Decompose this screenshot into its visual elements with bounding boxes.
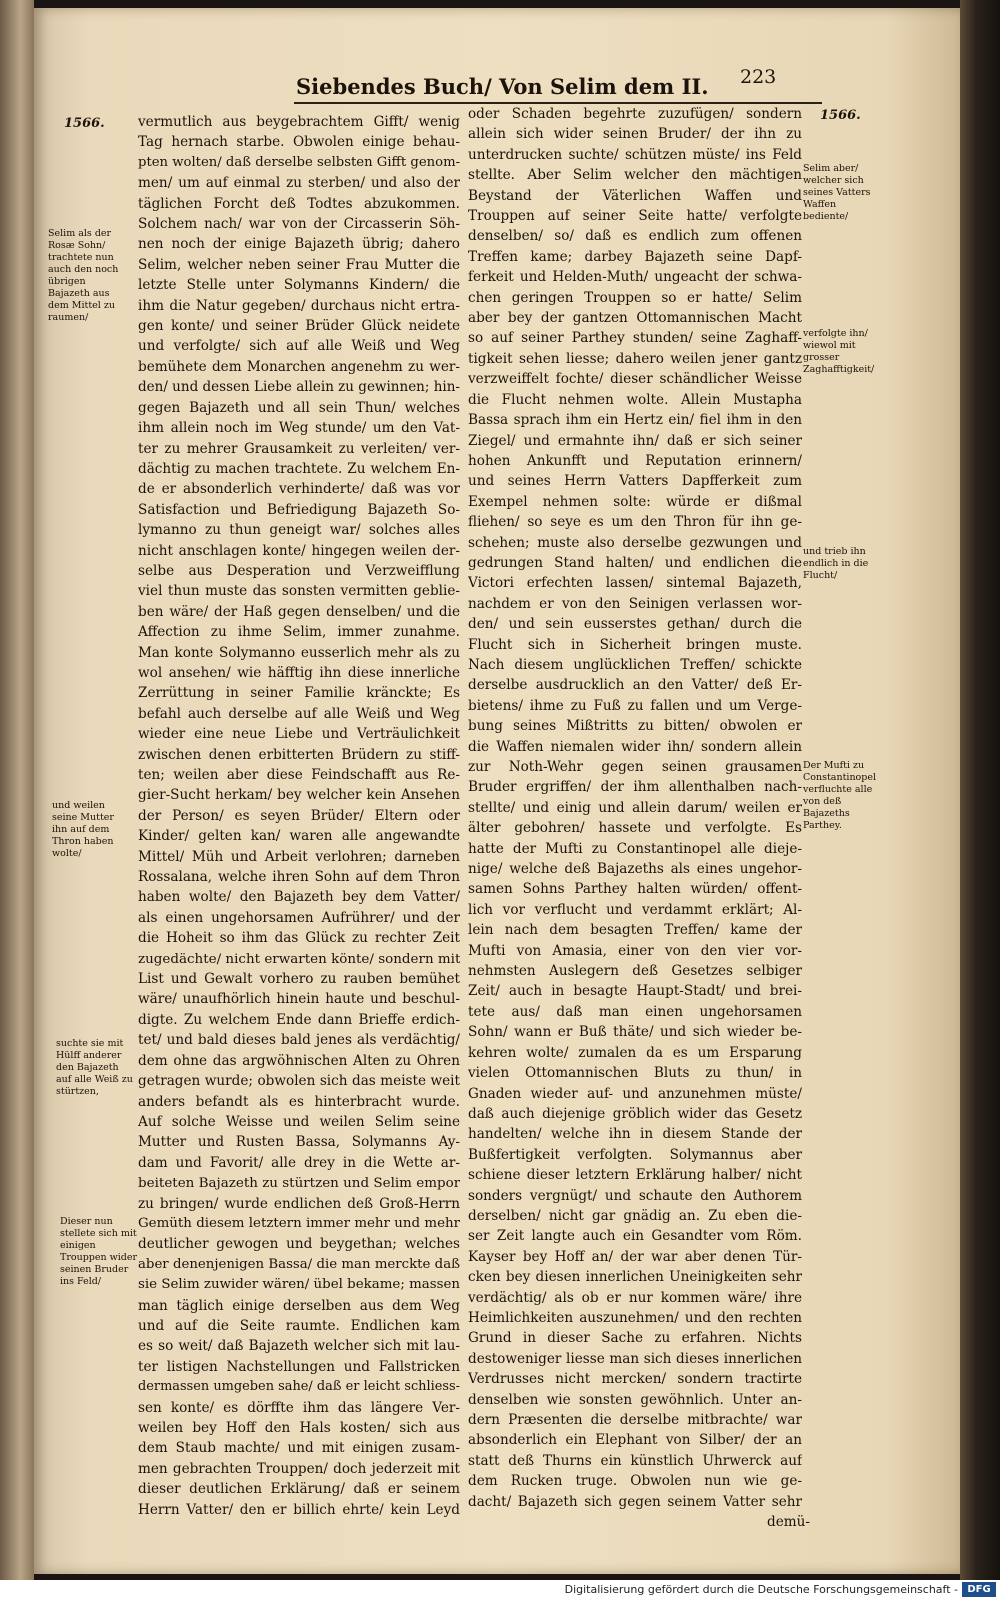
text-line: dieser deutlichen Erklärung/ daß er seinem — [138, 1481, 460, 1498]
text-line: vielen Ottomannischen Bluts zu thun/ in — [468, 1065, 802, 1082]
text-line: nen noch der einige Bajazeth übrig; dahero — [138, 236, 460, 253]
text-line: der Person/ es seyen Brüder/ Eltern oder — [138, 807, 460, 824]
text-line: ben wäre/ der Haß gegen denselben/ und die — [138, 603, 460, 620]
text-line: als einen ungehorsamen Aufrührer/ und der — [138, 909, 460, 926]
footer-bar — [0, 1580, 1000, 1601]
text-line: Solchem nach/ war von der Circasserin Söh- — [138, 216, 460, 233]
text-line: ihm die Natur gegeben/ durchaus nicht ertra- — [138, 297, 460, 314]
margin-note-right: verfolgte ihn/ wiewol mit grosser Zaghafftigkeit/ — [803, 328, 875, 375]
text-line: Auf solche Weisse und weilen Selim seine — [138, 1113, 460, 1130]
text-line: Selim, welcher neben seiner Frau Mutter die — [138, 256, 460, 273]
text-line: Zerrüttung in seiner Familie kränckte; Es — [138, 685, 460, 702]
margin-year-right: 1566. — [820, 108, 861, 123]
text-line: Gnaden wieder auf- und anzunehmen müste/ — [468, 1085, 802, 1102]
right-text-column — [468, 104, 802, 1512]
text-line: schehen; muste also derselbe gezwungen und — [468, 534, 802, 551]
text-line: wäre/ unaufhörlich hinein haute und beschul- — [138, 991, 460, 1008]
text-line: handelten/ welche ihn in diesem Stande der — [468, 1126, 802, 1143]
text-line: und verfolgte/ sich auf alle Weiß und Weg — [138, 338, 460, 355]
text-line: und auf die Seite raumte. Endlichen kam — [138, 1317, 460, 1334]
text-line: Sohn/ wann er Buß thäte/ und sich wieder be- — [468, 1024, 802, 1041]
text-line: Ziegel/ und ermahnte ihn/ daß er sich seiner — [468, 432, 802, 449]
text-line: verdächtig/ als ob er nur kommen wäre/ ihre — [468, 1289, 802, 1306]
text-line: gedrungen Stand halten/ und endlichen die — [468, 554, 802, 571]
text-line: Trouppen auf seiner Seite hatte/ verfolgte — [468, 208, 802, 225]
text-line: man täglich einige derselben aus dem Weg — [138, 1297, 460, 1314]
text-line: es so weit/ daß Bajazeth welcher sich mit lau- — [138, 1338, 460, 1355]
text-line: dacht/ Bajazeth sich gegen seinem Vatter sehr — [468, 1493, 802, 1510]
text-line: Heimlichkeiten auszunehmen/ und den rechten — [468, 1309, 802, 1326]
text-line: den/ und sein eusserstes gethan/ durch die — [468, 616, 802, 633]
text-line: und seines Herrn Vatters Dapfferkeit zum — [468, 473, 802, 490]
text-line: dermassen umgeben sahe/ daß er leicht schliess- — [138, 1379, 460, 1395]
text-line: denselben/ so/ daß es endlich zum offenen — [468, 228, 802, 245]
text-line: anders befandt als es hinterbracht wurde. — [138, 1093, 460, 1110]
text-line: Flucht sich in Sicherheit bringen muste. — [468, 636, 802, 653]
text-line: Victori erfechten lassen/ sintemal Bajazeth, — [468, 575, 802, 592]
text-line: statt deß Thurns ein künstlich Uhrwerck auf — [468, 1452, 802, 1469]
text-line: Herrn Vatter/ den er billich ehrte/ kein Leyd — [138, 1501, 460, 1518]
text-line: men gebrachten Trouppen/ doch jederzeit mit — [138, 1460, 460, 1477]
text-line: getragen wurde; obwolen sich das meiste weit — [138, 1073, 460, 1090]
book-fore-edge — [960, 0, 1000, 1580]
margin-note-left: Dieser nun stellete sich mit einigen Trouppen wider seinen Bruder ins Feld/ — [60, 1216, 138, 1287]
text-line: letzte Stelle unter Solymanns Kindern/ die — [138, 277, 460, 294]
text-line: bung seines Mißtritts zu bitten/ obwolen er — [468, 718, 802, 735]
text-line: ihm allein noch im Weg stunde/ um den Vat- — [138, 420, 460, 437]
text-line: hatte der Mufti zu Constantinopel alle dieje- — [468, 840, 802, 857]
text-line: dam und Favorit/ alle drey in die Wette ar- — [138, 1154, 460, 1171]
text-line: dächtig zu machen trachtete. Zu welchem En- — [138, 460, 460, 477]
text-line: samen Sohns Parthey halten würden/ offent- — [468, 881, 802, 898]
text-line: schiene dieser letztern Erklärung halber/ nicht — [468, 1167, 802, 1184]
text-line: fliehen/ so seye es um den Thron für ihn ge- — [468, 514, 802, 531]
text-line: befahl auch derselbe auf alle Weiß und Weg — [138, 705, 460, 722]
text-line: älter gebohren/ hassete und verfolgte. Es — [468, 820, 802, 837]
text-line: viel thun muste das sonsten vermitten geblie- — [138, 583, 460, 600]
text-line: die Hoheit so ihm das Glück zu rechter Zeit — [138, 930, 460, 947]
text-line: Treffen kame; darbey Bajazeth seine Dapf- — [468, 248, 802, 265]
text-line: Bußfertigkeit verfolgten. Solymannus aber — [468, 1146, 802, 1163]
text-line: beiteten Bajazeth zu stürtzen und Selim empor — [138, 1175, 460, 1192]
text-line: Zeit/ auch in besagte Haupt-Stadt/ und brei- — [468, 983, 802, 1000]
catchword: demü- — [767, 1514, 810, 1530]
text-line: stellte. Aber Selim welcher den mächtigen — [468, 167, 802, 184]
text-line: Mutter und Rusten Bassa, Solymanns Ay- — [138, 1134, 460, 1151]
text-line: kehren wolte/ zumalen da es um Ersparung — [468, 1044, 802, 1061]
text-line: ter listigen Nachstellungen und Fallstricken — [138, 1358, 460, 1375]
text-line: denselben wie sonsten gewöhnlich. Unter an- — [468, 1391, 802, 1408]
text-line: haben wolte/ den Bajazeth bey dem Vatter/ — [138, 889, 460, 906]
text-line: Rossalana, welche ihren Sohn auf dem Thron — [138, 869, 460, 886]
text-line: hohen Ankunfft und Reputation erinnern/ — [468, 452, 802, 469]
margin-note-left: und weilen seine Mutter ihn auf dem Thron haben wolte/ — [52, 800, 114, 859]
text-line: wieder eine neue Liebe und Verträulichkeit — [138, 726, 460, 743]
text-line: pten wolten/ daß derselbe selbsten Gifft genom- — [138, 154, 460, 170]
text-line: Gemüth diesem letztern immer mehr und mehr — [138, 1215, 460, 1231]
text-line: bietens/ ihme zu Fuß zu fallen und um Verge- — [468, 697, 802, 714]
text-line: sonders vergnügt/ und schaute den Authorem — [468, 1187, 802, 1204]
text-line: Man konte Solymanno eusserlich mehr als zu — [138, 644, 460, 661]
text-line: vermutlich aus beygebrachtem Gifft/ wenig — [138, 114, 460, 130]
margin-note-left: suchte sie mit Hülff anderer den Bajazeth auf alle Weiß zu stürtzen, — [56, 1038, 133, 1097]
text-line: allein sich wider seinen Bruder/ der ihn zu — [468, 126, 802, 143]
text-line: chen geringen Trouppen so er hatte/ Selim — [468, 289, 802, 306]
margin-year-left: 1566. — [64, 116, 105, 131]
text-line: nachdem er von den Seinigen verlassen wor- — [468, 595, 802, 612]
facing-page-edge — [0, 0, 34, 1580]
text-line: cken bey diesen innerlichen Uneinigkeiten sehr — [468, 1269, 802, 1286]
text-line: tet/ und bald dieses bald jenes als verdächtig/ — [138, 1032, 460, 1049]
text-line: ferkeit und Helden-Muth/ ungeacht der schwa- — [468, 269, 802, 286]
text-line: nehmsten Auslegern deß Gesetzes selbiger — [468, 963, 802, 980]
text-line: aber denenjenigen Bassa/ die man merckte daß — [138, 1256, 460, 1272]
text-line: lymanno zu thun geneigt war/ solches alles — [138, 522, 460, 539]
text-line: zugedächte/ nicht erwarten könte/ sondern mit — [138, 950, 460, 967]
margin-note-right: Der Mufti zu Constantinopel verfluchte alle von deß Bajazeths Parthey. — [803, 760, 877, 831]
text-line: selbe aus Desperation und Verzweifflung — [138, 562, 460, 579]
text-line: wol ansehen/ wie häfftig ihn diese innerliche — [138, 664, 460, 681]
text-line: digte. Zu welchem Ende dann Brieffe erdich- — [138, 1011, 460, 1028]
text-line: ten; weilen aber diese Feindschafft aus Re- — [138, 767, 460, 783]
text-line: lich vor verflucht und verdammt erklärt; Al- — [468, 901, 802, 918]
text-line: men/ um auf einmal zu sterben/ und also der — [138, 175, 460, 192]
text-line: Verdrusses nicht mercken/ sondern tractirte — [468, 1371, 802, 1388]
text-line: Exempel nehmen solte: würde er dißmal — [468, 493, 802, 510]
text-line: dem Rucken truge. Obwolen nun wie ge- — [468, 1473, 802, 1490]
text-line: derselbe ausdrucklich an den Vatter/ deß Er- — [468, 677, 802, 694]
text-line: ser Zeit langte auch ein Gesandter vom Röm. — [468, 1228, 802, 1245]
text-line: ter zu mehrer Grausamkeit zu verleiten/ ver- — [138, 440, 460, 457]
text-line: dern Præsenten die derselbe mitbrachte/ war — [468, 1412, 802, 1428]
text-line: Beystand der Väterlichen Waffen und — [468, 187, 802, 204]
text-line: gen konte/ und seiner Brüder Glück neidete — [138, 318, 460, 335]
text-line: derselben/ nicht gar gnädig an. Zu eben die- — [468, 1207, 802, 1224]
text-line: stellte/ und einig und allein darum/ weilen er — [468, 799, 802, 816]
text-line: List und Gewalt vorhero zu rauben bemühet — [138, 971, 460, 988]
text-line: unterdrucken suchte/ schützen müste/ ins Feld — [468, 146, 802, 163]
left-text-column — [138, 112, 460, 1520]
text-line: Nach diesem unglücklichen Treffen/ schickte — [468, 656, 802, 673]
text-line: dem Staub machte/ und mit einigen zusam- — [138, 1440, 460, 1457]
text-line: gegen Bajazeth und all sein Thun/ welches — [138, 399, 460, 416]
text-line: sie Selim zuwider wären/ übel bekame; massen — [138, 1277, 460, 1293]
dfg-logo: DFG — [962, 1582, 996, 1597]
text-line: Grund in dieser Sache zu erfahren. Nichts — [468, 1330, 802, 1347]
margin-note-right: und trieb ihn endlich in die Flucht/ — [803, 546, 869, 581]
text-line: zwischen denen erbitterten Brüdern zu stiff- — [138, 746, 460, 763]
text-line: die Flucht nehmen wolte. Allein Mustapha — [468, 391, 802, 408]
text-line: Tag hernach starbe. Obwolen einige behau- — [138, 134, 460, 151]
funding-credit: Digitalisierung gefördert durch die Deutsche Forschungsgemeinschaft - — [564, 1583, 958, 1596]
text-line: aber bey der gantzen Ottomannischen Macht — [468, 310, 802, 327]
text-line: nicht anschlagen konte/ hingegen weilen der- — [138, 542, 460, 559]
text-line: Kinder/ gelten kan/ waren alle angewandte — [138, 828, 460, 845]
margin-note-right: Selim aber/ welcher sich seines Vatters Waffen bediente/ — [803, 163, 871, 222]
text-line: daß auch diejenige gröblich wider das Gesetz — [468, 1105, 802, 1122]
text-line: so auf seiner Parthey stunden/ seine Zaghaff- — [468, 330, 802, 347]
text-line: nige/ welche deß Bajazeths als eines ungehor- — [468, 861, 802, 878]
text-line: bemühete dem Monarchen angenehm zu wer- — [138, 358, 460, 375]
text-line: den/ und dessen Liebe allein zu gewinnen; hin- — [138, 379, 460, 396]
text-line: oder Schaden begehrte zuzufügen/ sondern — [468, 106, 802, 122]
text-line: absonderlich ein Elephant von Silber/ der an — [468, 1432, 802, 1449]
text-line: zur Noth-Wehr gegen seinen grausamen — [468, 759, 802, 775]
text-line: Satisfaction und Befriedigung Bajazeth So- — [138, 501, 460, 518]
text-line: weilen bey Hoff den Hals kosten/ sich aus — [138, 1420, 460, 1436]
text-line: Kayser bey Hoff an/ der war aber denen Tür- — [468, 1248, 802, 1265]
text-line: tigkeit sehen liesse; dahero weilen jener gantz — [468, 350, 802, 367]
text-line: tete aus/ daß man einen ungehorsamen — [468, 1003, 802, 1020]
page-header — [260, 66, 820, 104]
text-line: täglichen Forcht deß Todtes abzukommen. — [138, 195, 460, 212]
text-line: lein nach dem besagten Treffen/ kame der — [468, 922, 802, 939]
text-line: destoweniger liesse man sich dieses innerlichen — [468, 1350, 802, 1367]
text-line: Bassa sprach ihm ein Hertz ein/ fiel ihm in den — [468, 412, 802, 429]
text-line: zu bringen/ wurde endlichen deß Groß-Herrn — [138, 1195, 460, 1212]
page-number: 223 — [740, 66, 777, 88]
text-line: gier-Sucht herkam/ bey welcher kein Ansehen — [138, 787, 460, 804]
text-line: dem ohne das argwöhnischen Alten zu Ohren — [138, 1052, 460, 1069]
text-line: Affection zu ihme Selim, immer zunahme. — [138, 624, 460, 641]
text-line: verzweiffelt fochte/ dieser schändlicher Weisse — [468, 371, 802, 388]
text-line: die Waffen niemalen wider ihn/ sondern allein — [468, 738, 802, 755]
text-line: Bruder ergriffen/ der ihm allenthalben nach- — [468, 779, 802, 796]
text-line: deutlicher gewogen und beygethan; welches — [138, 1236, 460, 1253]
text-line: de er absonderlich verhinderte/ daß was vor — [138, 481, 460, 498]
running-title: Siebendes Buch/ Von Selim dem II. — [296, 74, 709, 99]
text-line: Mittel/ Müh und Arbeit verlohren; darneben — [138, 848, 460, 865]
margin-note-left: Selim als der Rosæ Sohn/ trachtete nun auch den noch übrigen Bajazeth aus dem Mittel zu raumen/ — [48, 228, 119, 323]
text-line: sen konte/ es dörffte ihm das längere Ver- — [138, 1399, 460, 1416]
text-line: Mufti von Amasia, einer von den vier vor- — [468, 942, 802, 959]
